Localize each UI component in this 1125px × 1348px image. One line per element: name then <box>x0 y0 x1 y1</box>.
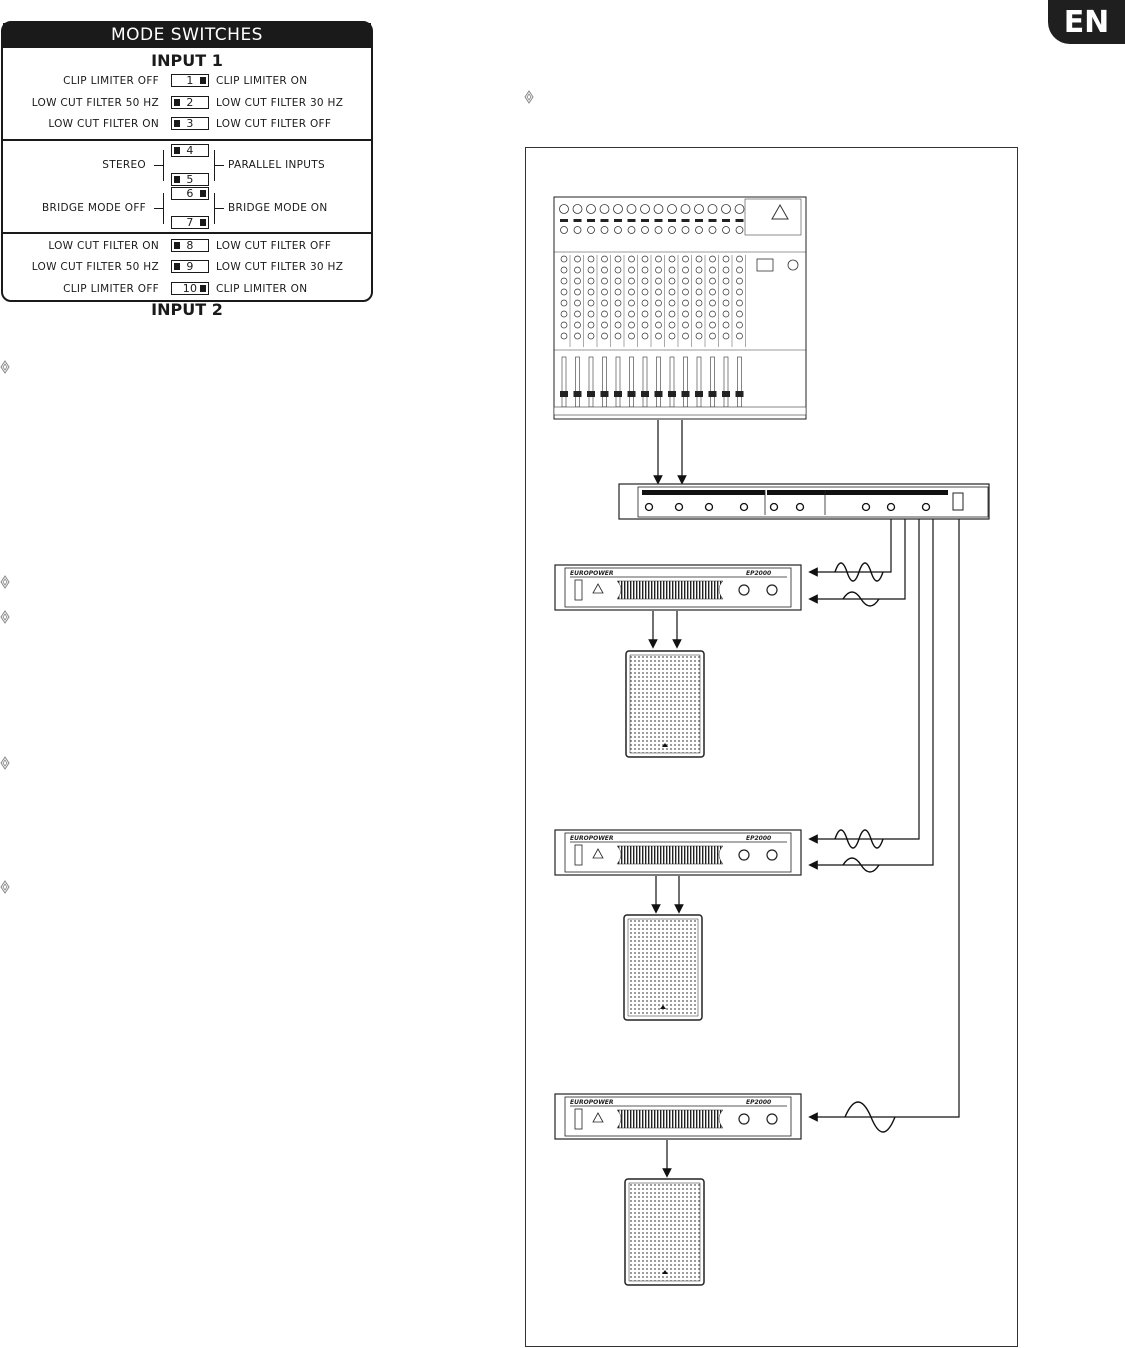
speaker-cabinet-icon <box>626 651 704 757</box>
switch-row-8 <box>3 236 371 258</box>
switch-4: 4 <box>171 144 209 157</box>
language-label: EN <box>1063 4 1110 40</box>
speaker-cabinet-icon <box>624 915 702 1020</box>
switch-8-left-label: LOW CUT FILTER ON <box>48 239 159 252</box>
switch-5: 5 <box>171 173 209 186</box>
amp-model-label: EP2000 <box>746 835 772 842</box>
divider <box>3 232 371 234</box>
amp-model-label: EP2000 <box>746 570 772 577</box>
wiring-diagram <box>525 147 1018 1347</box>
switch-8: 8 <box>171 239 209 252</box>
input1-title: INPUT 1 <box>151 51 223 70</box>
bullet-icon <box>1 881 9 893</box>
amp-brand-label: EUROPOWER <box>570 570 614 577</box>
switch-3: 3 <box>171 117 209 130</box>
mode-switches-panel <box>1 21 373 319</box>
switch-7: 7 <box>171 216 209 229</box>
switch-2: 2 <box>171 96 209 109</box>
switch-8-right-label: LOW CUT FILTER OFF <box>216 239 332 252</box>
bridge-on-label: BRIDGE MODE ON <box>228 201 328 214</box>
switch-10: 10 <box>171 282 209 295</box>
switch-9: 9 <box>171 260 209 273</box>
input2-title: INPUT 2 <box>151 300 223 319</box>
amp-brand-label: EUROPOWER <box>570 1099 614 1106</box>
switch-row-2 <box>3 93 371 115</box>
switch-3-left-label: LOW CUT FILTER ON <box>48 118 159 130</box>
power-amplifier-icon <box>555 565 801 610</box>
speaker-cabinet-icon <box>625 1179 704 1285</box>
switch-9-left-label: LOW CUT FILTER 50 HZ <box>31 261 159 273</box>
bullet-icon <box>1 361 9 373</box>
switch-10-left-label: CLIP LIMITER OFF <box>63 282 159 295</box>
switch-row-9 <box>3 257 371 279</box>
switch-group-stereo <box>3 144 371 187</box>
bullet-icon <box>1 576 9 588</box>
switch-6: 6 <box>171 187 209 200</box>
amp-model-label: EP2000 <box>746 1099 772 1106</box>
bullet-icon <box>525 91 533 103</box>
bridge-off-label: BRIDGE MODE OFF <box>41 201 146 214</box>
bullet-icon <box>1 757 9 769</box>
amp-brand-label: EUROPOWER <box>570 835 614 842</box>
switch-1: 1 <box>171 74 209 87</box>
language-tab[interactable] <box>1048 0 1125 44</box>
mixer-console-icon <box>554 197 806 419</box>
parallel-inputs-label: PARALLEL INPUTS <box>228 158 325 171</box>
switch-2-left-label: LOW CUT FILTER 50 HZ <box>31 96 159 109</box>
mode-switches-title: MODE SWITCHES <box>3 23 371 48</box>
switch-row-1 <box>3 71 371 93</box>
power-amplifier-icon <box>555 830 801 875</box>
switch-1-right-label: CLIP LIMITER ON <box>216 75 308 87</box>
switch-group-bridge <box>3 187 371 230</box>
stereo-label: STEREO <box>102 158 146 171</box>
switch-1-left-label: CLIP LIMITER OFF <box>63 75 159 87</box>
switch-3-right-label: LOW CUT FILTER OFF <box>216 118 332 130</box>
divider <box>3 139 371 141</box>
switch-2-right-label: LOW CUT FILTER 30 HZ <box>216 96 344 109</box>
switch-row-3 <box>3 114 371 136</box>
switch-9-right-label: LOW CUT FILTER 30 HZ <box>216 261 344 273</box>
switch-10-right-label: CLIP LIMITER ON <box>216 282 308 295</box>
bullet-icon <box>1 611 9 623</box>
switch-row-10 <box>3 279 371 301</box>
crossover-unit-icon <box>619 484 989 519</box>
power-amplifier-icon <box>555 1094 801 1139</box>
